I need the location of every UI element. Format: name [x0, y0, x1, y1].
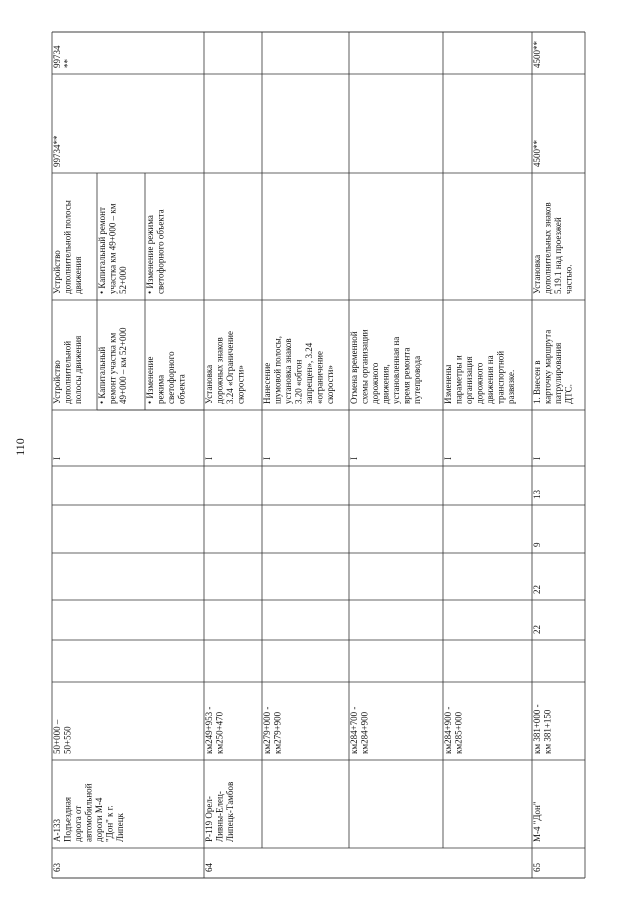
row-63-measure-line: полосы движения [73, 335, 83, 404]
row-64-seg4-measure-line: развязке. [506, 369, 516, 404]
row-64-seg2-measure-line: установка знаков [283, 338, 293, 404]
row-64-seg2-measure-line: скорости» [325, 365, 335, 404]
row-65-value-3 [532, 585, 542, 594]
row-64-seg3-mark-line: I [349, 457, 359, 460]
row-65-number-line: 65 [532, 863, 542, 872]
row-65-value-2-line: 22 [532, 625, 542, 634]
row-65-km-line: км 381+000 - [532, 704, 542, 754]
row-63-sub1-work [97, 203, 128, 294]
row-64-seg4-measure-line: движения на [485, 355, 495, 404]
row-64-seg3-km-line: км284+900 [359, 711, 370, 754]
row-64-seg2-measure-line: «ограничение [314, 351, 325, 404]
row-64-seg4-measure-line: дорожного [474, 362, 485, 404]
row-64-seg2-measure-line: 3.20 «обгон [293, 359, 304, 404]
row-64-seg3-measure-line: схемы организации [359, 329, 370, 404]
row-63-work-line: движения [73, 256, 83, 294]
row-65-cost-1 [532, 140, 542, 168]
row-64-seg2-mark [262, 457, 272, 460]
row-64-number-line: 64 [204, 863, 214, 872]
row-63-sub1-work-line: участка км 49+000 – км [107, 203, 118, 294]
row-63-sub1-measure-line: ремонт участка км [107, 332, 118, 404]
row-63-sub2-work-line: светофорного объекта [155, 209, 166, 294]
row-64-seg4-measure-line: Изменены [443, 364, 453, 404]
row-63-road-line: дорога от [73, 805, 83, 842]
row-63-sub1-measure [97, 327, 128, 404]
row-64-seg4-km-line: км285+000 [453, 711, 464, 754]
row-64-seg1-km [204, 707, 225, 754]
row-63-sub2-work [145, 209, 166, 294]
row-64-seg2-measure-line: шумовой полосы, [272, 336, 283, 404]
row-64-seg1-measure-line: скорости» [235, 365, 246, 404]
row-65-measure-line: патрулирования [553, 342, 563, 404]
row-64-seg2-measure-line: запрещен», 3.24 [304, 342, 314, 404]
row-64-seg2-measure-line: Нанесение [262, 362, 272, 404]
row-64-seg2-km [262, 707, 283, 754]
row-65-road [532, 801, 542, 842]
row-63-sub2-measure [145, 351, 187, 404]
row-64-road [204, 782, 235, 842]
row-65-work-line: частью. [563, 264, 574, 294]
row-64-seg3-measure-line: дорожного [370, 362, 380, 404]
row-63-sub1-measure-line: 49+000 – км 52+000 [118, 327, 128, 404]
row-64-seg4-measure-line: параметры и [453, 355, 464, 404]
row-64-seg1-measure-line: Установка [204, 364, 214, 404]
row-63-road-line: дороги М-4 [94, 797, 104, 842]
row-65-value-3-line: 22 [532, 585, 542, 594]
row-64-seg3-mark [349, 457, 359, 460]
row-64-road-line: Липецк-Тамбов [225, 781, 235, 842]
row-64-seg4-measure-line: организация [464, 356, 474, 404]
row-64-seg4-km-line: км284+900 - [443, 706, 453, 754]
row-63-road-line: автомобильной [83, 783, 94, 842]
row-65-measure-line: ДТС. [563, 384, 574, 404]
row-65-measure-line: 1. Внесен в [532, 360, 542, 404]
row-64-seg2-km-line: км279+000 - [262, 706, 272, 754]
row-65-cost-2-line: 4500** [532, 41, 542, 68]
row-65-work-line: Установка [532, 254, 542, 294]
row-63-sub1-measure-line: • Капитальный [97, 346, 107, 404]
row-63-sub1-work-line: 52+000 [118, 266, 128, 294]
row-64-seg1-mark [204, 457, 214, 460]
row-65-road-line: М-4 "Дон" [532, 801, 542, 842]
row-64-seg2-mark-line: I [262, 457, 272, 460]
row-63-road-line: А-133 [52, 819, 62, 842]
row-63-road-line: "Дон" к г. [104, 805, 115, 842]
row-65-cost-1-line: 4500** [532, 140, 542, 167]
row-64-seg4-km [443, 707, 464, 754]
row-64-seg1-km-line: км250+470 [214, 711, 225, 754]
row-65-number [532, 863, 542, 873]
row-63-measure [52, 336, 83, 404]
row-63-work-line: дополнительной полосы [62, 200, 73, 294]
row-63-sub2-measure-line: объекта [176, 374, 187, 404]
row-64-road-line: Р-119 Орел- [204, 796, 214, 842]
row-65-value-5 [532, 490, 542, 500]
row-64-seg3-measure-line: движения, [380, 364, 391, 404]
row-63-cost-1-line: 99734** [52, 135, 62, 167]
row-63-cost-3-line: ** [62, 59, 73, 68]
row-64-seg2-measure [262, 336, 335, 404]
row-64-seg3-measure [349, 329, 422, 404]
row-63-sub2-measure-line: светофорного [166, 351, 176, 404]
row-65-value-2 [532, 625, 542, 634]
row-64-seg4-mark-line: I [443, 457, 453, 460]
row-63-km-line: 50+550 [62, 726, 73, 754]
row-65-measure [532, 330, 574, 404]
row-63-sub2-measure-line: режима [155, 374, 166, 404]
row-64-road-line: Ливны-Елец- [214, 791, 225, 842]
row-63-work [52, 200, 83, 294]
row-63-measure-line: дополнительной [62, 340, 73, 404]
row-65-cost-2 [532, 41, 542, 69]
row-63-km-line: 50+000 – [52, 719, 62, 754]
row-63-cost-1 [52, 135, 62, 167]
row-65-work-line: дополнительных знаков [542, 202, 553, 294]
row-63-sub1-work-line: • Капитальный ремонт [97, 207, 107, 294]
row-63-km [52, 719, 73, 754]
row-64-seg1-km-line: км249+953 - [204, 706, 214, 754]
row-65-work-line: 5.19.1 над проезжей [553, 217, 563, 294]
row-64-seg3-measure-line: Отмена временной [349, 331, 359, 404]
row-64-seg3-measure-line: установленная на [391, 336, 401, 404]
row-63-number [52, 863, 62, 873]
row-63-number-line: 63 [52, 863, 62, 872]
row-63-road [52, 783, 125, 842]
row-63-road-line: Подъездная [62, 797, 73, 842]
row-65-work [532, 202, 574, 294]
row-65-value-5-line: 13 [532, 490, 542, 499]
row-64-seg3-measure-line: время ремонта [401, 347, 412, 404]
row-65-value-4-line: 9 [532, 542, 542, 547]
row-64-seg1-measure-line: дорожных знаков [214, 337, 225, 404]
row-64-seg4-measure [443, 351, 516, 404]
row-64-seg1-measure [204, 331, 246, 404]
row-63-cost-3 [52, 45, 73, 68]
page-number: 110 [13, 438, 27, 456]
row-63-work-line: Устройство [52, 250, 62, 294]
row-65-measure-line: карточку маршрута [542, 329, 553, 404]
row-63-sub2-work-line: • Изменение режима [145, 215, 155, 294]
row-64-seg3-measure-line: путепровода [412, 355, 422, 404]
row-63-cost-3-line: 99734 [52, 45, 62, 68]
row-63-road-line: Липецк [115, 813, 125, 842]
row-65-mark [532, 457, 542, 460]
row-64-seg1-mark-line: I [204, 457, 214, 460]
row-65-value-4 [532, 542, 542, 547]
row-63-mark [52, 457, 62, 460]
row-64-seg1-measure-line: 3.24 «Ограничение [225, 331, 235, 404]
row-64-seg2-km-line: км279+900 [272, 711, 283, 754]
row-64-seg4-measure-line: транспортной [495, 350, 506, 404]
row-63-sub2-measure-line: • Изменение [145, 356, 155, 404]
row-64-seg3-km-line: км284+700 - [349, 706, 359, 754]
row-65-km-line: км 381+150 [542, 709, 553, 754]
row-64-seg4-mark [443, 457, 453, 460]
row-65-km [532, 704, 553, 754]
row-63-mark-line: I [52, 457, 62, 460]
row-64-seg3-km [349, 707, 370, 754]
row-63-measure-line: Устройство [52, 360, 62, 404]
row-65-mark-line: I [532, 457, 542, 460]
row-64-number [204, 863, 214, 873]
